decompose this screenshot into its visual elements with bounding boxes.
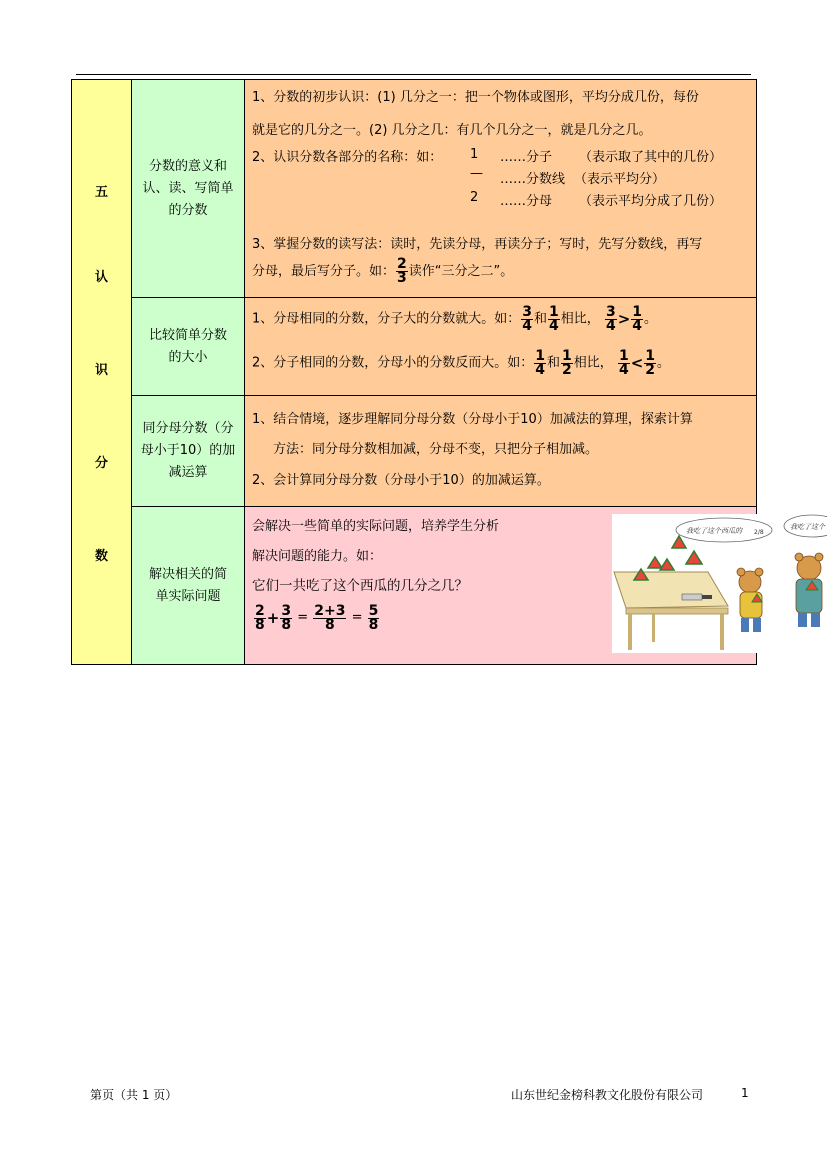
topic-text: 比较简单分数的大小 (148, 327, 227, 365)
part-symbol: 2 (470, 190, 479, 205)
content-cell (245, 80, 757, 298)
denominator: 4 (632, 317, 643, 334)
numerator: 1 (632, 303, 643, 320)
content-line: 解决问题的能力。如： (252, 549, 383, 564)
equation (253, 601, 380, 636)
topic-text: 同分母分数（分母小于10）的加减运算 (140, 421, 236, 480)
numerator: 1 (618, 347, 629, 364)
content-line: 方法：同分母分数相加减，分母不变，只把分子相加减。 (273, 442, 599, 457)
part-name: ……分母 (500, 194, 553, 209)
fraction (561, 347, 573, 378)
part-desc: （表示平均分成了几份） (579, 194, 723, 209)
footer-page-count: 第页（共 1 页） (90, 1088, 178, 1102)
content-line: 2、认识分数各部分的名称：如： (252, 150, 443, 165)
illustration-svg (612, 514, 827, 653)
text-span: 相比， (560, 311, 600, 327)
fraction (280, 602, 292, 633)
content-line: 就是它的几分之一。(2) 几分之几：有几个几分之一，就是几分之几。 (252, 123, 652, 138)
unit-char: 识 (94, 362, 108, 378)
denominator: 4 (522, 317, 533, 334)
watermelon-bears-illustration (612, 514, 827, 653)
unit-char: 分 (94, 455, 108, 471)
equals-sign: = (351, 610, 363, 625)
content-line (252, 256, 513, 288)
content-line: 1、结合情境，逐步理解同分母分数（分母小于10）加减法的算理，探索计算 (252, 412, 693, 427)
denominator: 8 (325, 616, 335, 633)
bubble-text: 我吃了这个 (790, 523, 825, 531)
numerator: 1 (549, 303, 559, 320)
part-name: ……分数线 (500, 172, 566, 187)
comparison-op: > (617, 310, 631, 328)
topic-cell (132, 298, 245, 396)
unit-char: 数 (94, 548, 108, 564)
content-cell (245, 396, 757, 507)
numerator: 3 (281, 602, 292, 619)
denominator: 4 (549, 317, 559, 334)
content-line (252, 346, 670, 381)
numerator: 1 (645, 347, 656, 364)
content-line: 会解决一些简单的实际问题，培养学生分析 (252, 519, 500, 534)
text-span: 读作“三分之二”。 (408, 264, 514, 279)
comparison-op: < (630, 354, 644, 372)
text-span: 。 (657, 355, 671, 371)
numerator: 3 (522, 303, 533, 320)
topic-cell (132, 507, 245, 665)
text-span: 相比， (573, 355, 613, 371)
fraction (618, 347, 630, 378)
bear-icon (795, 553, 823, 627)
fraction (521, 303, 533, 334)
content-line: 它们一共吃了这个西瓜的几分之几？ (252, 578, 468, 594)
unit-char: 五 (94, 184, 108, 200)
numerator: 2+3 (314, 602, 346, 619)
denominator: 2 (645, 361, 656, 378)
fraction (396, 258, 408, 285)
numerator: 1 (535, 347, 546, 364)
denominator: 8 (281, 616, 292, 633)
fraction (313, 602, 346, 633)
content-line: 2、会计算同分母分数（分母小于10）的加减运算。 (252, 473, 550, 488)
numerator: 1 (562, 347, 572, 364)
denominator: 3 (397, 270, 407, 286)
part-symbol: 1 (470, 147, 479, 162)
footer-publisher: 山东世纪金榜科教文化股份有限公司 (511, 1088, 704, 1102)
fraction (548, 303, 560, 334)
text-span: 1、分母相同的分数，分子大的分数就大。如： (252, 311, 521, 327)
part-name: ……分子 (500, 150, 553, 165)
content-line (252, 302, 657, 337)
part-desc: （表示取了其中的几份） (579, 150, 723, 165)
denominator: 8 (255, 616, 265, 633)
numerator: 2 (397, 256, 407, 272)
topic-cell (132, 80, 245, 298)
denominator: 4 (535, 361, 546, 378)
equals-sign: = (297, 610, 309, 625)
part-symbol: — (470, 166, 483, 181)
denominator: 4 (618, 361, 629, 378)
numerator: 3 (605, 303, 616, 320)
topic-cell (132, 396, 245, 507)
fraction (631, 303, 643, 334)
bear-icon (737, 568, 763, 632)
plus-sign: + (266, 609, 280, 627)
unit-title-cell (72, 80, 132, 665)
content-line: 3、掌握分数的读写法：读时，先读分母，再读分子；写时，先写分数线，再写 (252, 237, 703, 252)
text-span: 和 (534, 311, 548, 327)
topic-text: 解决相关的简单实际问题 (148, 566, 227, 604)
fraction (368, 602, 380, 633)
bubble-fraction: 2/8 (754, 529, 764, 536)
content-cell (245, 298, 757, 396)
text-span: 和 (547, 355, 561, 371)
header-rule (76, 74, 751, 75)
denominator: 2 (562, 361, 572, 378)
text-span: 。 (644, 311, 658, 327)
fraction (605, 303, 617, 334)
fraction (254, 602, 266, 633)
numerator: 2 (255, 602, 265, 619)
footer-page-number: 1 (741, 1086, 749, 1100)
denominator: 4 (605, 317, 616, 334)
numerator: 5 (368, 602, 379, 619)
unit-char: 认 (94, 269, 108, 285)
text-span: 2、分子相同的分数，分母小的分数反而大。如： (252, 355, 534, 371)
fraction (534, 347, 546, 378)
topic-text: 分数的意义和认、读、写简单的分数 (142, 158, 234, 218)
fraction (644, 347, 656, 378)
denominator: 8 (368, 616, 379, 633)
content-line: 1、分数的初步认识：(1) 几分之一：把一个物体或图形，平均分成几份，每份 (252, 90, 699, 105)
part-desc: （表示平均分） (574, 172, 666, 187)
text-span: 分母，最后写分子。如： (252, 264, 396, 279)
bubble-text: 我吃了这个西瓜的 (686, 527, 742, 535)
